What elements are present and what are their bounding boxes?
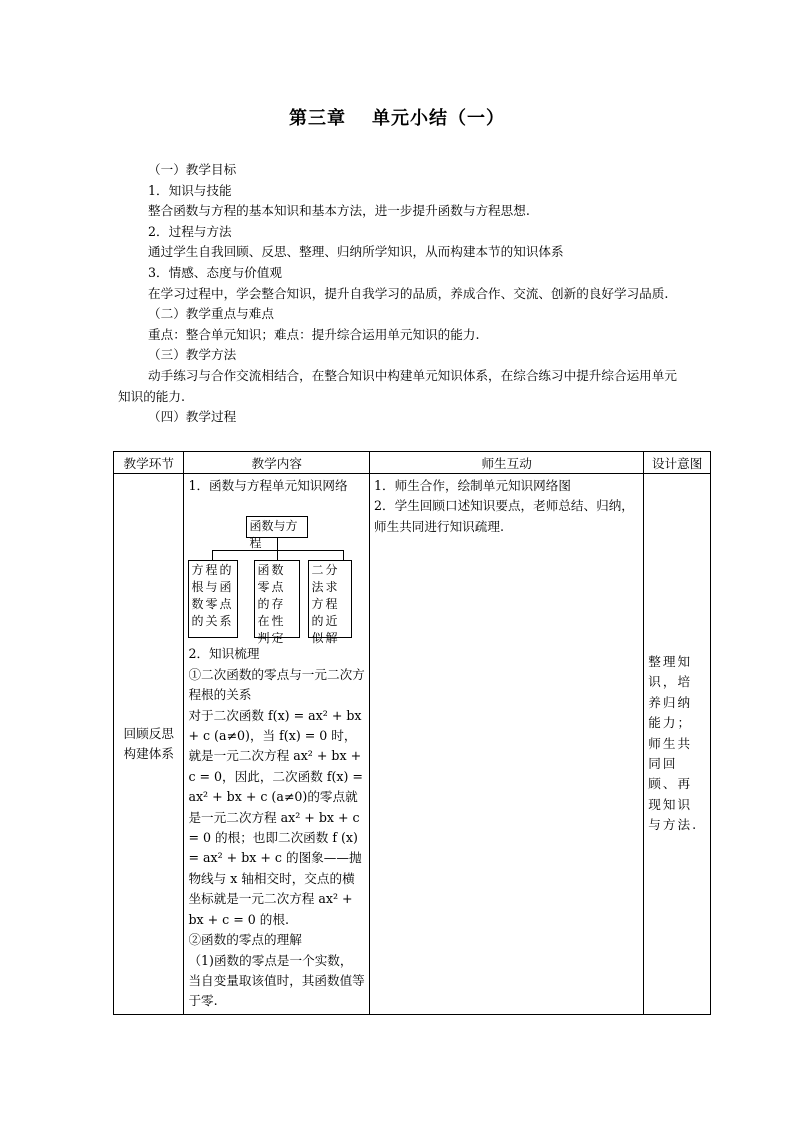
interaction-item: 2．学生回顾口述知识要点，老师总结、归纳，师生共同进行知识疏理.: [374, 498, 634, 534]
diagram-child-1: 方程的根与函数零点的关系: [188, 560, 238, 638]
paragraph: 整合函数与方程的基本知识和基本方法，进一步提升函数与方程思想.: [148, 203, 530, 219]
section-heading: （三）教学方法: [148, 347, 237, 363]
content-paragraph: ②函数的零点的理解: [188, 932, 302, 948]
paragraph: 动手练习与合作交流相结合，在整合知识中构建单元知识体系，在综合练习中提升综合运用单元知识的能力.: [118, 367, 677, 404]
section-heading: （一）教学目标: [148, 162, 237, 177]
paragraph: 在学习过程中，学会整合知识，提升自我学习的品质，养成合作、交流、创新的良好学习品质.: [148, 285, 669, 301]
content-paragraph: 1．函数与方程单元知识网络: [188, 478, 348, 493]
content-cell: [184, 474, 370, 1015]
header-content: 教学内容: [184, 452, 370, 474]
table-row: [114, 474, 711, 1015]
chapter-name: 单元小结（一）: [372, 108, 505, 129]
diagram-child-3: 二分法求方程的近似解: [308, 560, 352, 638]
diagram-child-2: 函数零点的存在性判定: [254, 560, 300, 638]
interaction-item: 1．师生合作，绘制单元知识网络图: [374, 478, 571, 493]
content-paragraph: ①二次函数的零点与一元二次方程根的关系: [188, 666, 365, 703]
subsection-heading: 1．知识与技能: [148, 182, 232, 198]
knowledge-network-diagram: [188, 498, 365, 646]
section-heading: （二）教学重点与难点: [148, 306, 274, 322]
paragraph: 通过学生自我回顾、反思、整理、归纳所学知识，从而构建本节的知识体系: [148, 244, 564, 260]
diagram-root: 函数与方程: [246, 516, 308, 538]
stage-cell: 回顾反思构建体系: [114, 474, 184, 1015]
intent-cell: 整理知识，培养归纳能力；师生共同回顾、再现知识与方法.: [644, 474, 711, 1015]
interaction-cell: [370, 474, 644, 1015]
subsection-heading: 2．过程与方法: [148, 223, 232, 239]
table-header-row: [114, 452, 711, 474]
teaching-process-table: [113, 451, 711, 1015]
lesson-plan-text: [118, 160, 678, 428]
subsection-heading: 3．情感、态度与价值观: [148, 264, 282, 280]
chapter-label: 第三章: [289, 108, 346, 129]
paragraph: 重点：整合单元知识；难点：提升综合运用单元知识的能力.: [148, 326, 480, 342]
content-paragraph: 2．知识梳理: [188, 646, 260, 662]
header-intent: 设计意图: [644, 452, 711, 474]
page-title: [0, 104, 794, 130]
content-paragraph: （1)函数的零点是一个实数，当自变量取该值时，其函数值等于零.: [188, 952, 365, 1009]
header-stage: 教学环节: [114, 452, 184, 474]
content-paragraph: 对于二次函数 f(x) = ax² + bx + c (a≠0)，当 f(x) = 0 时，就是一元二次方程 ax² + bx + c = 0，因此，二次函数 f(x) = ax² + bx + c (a≠0)的零点就是一元二次方程 ax² + bx + c = 0 的根；也即二次函数 f (x) = ax² + bx + c 的图象——抛物线与 x 轴相交时，交点的横坐标就是一元二次方程 ax² + bx + c = 0 的根.: [188, 707, 363, 927]
section-heading: （四）教学过程: [148, 409, 237, 425]
header-interaction: 师生互动: [370, 452, 644, 474]
